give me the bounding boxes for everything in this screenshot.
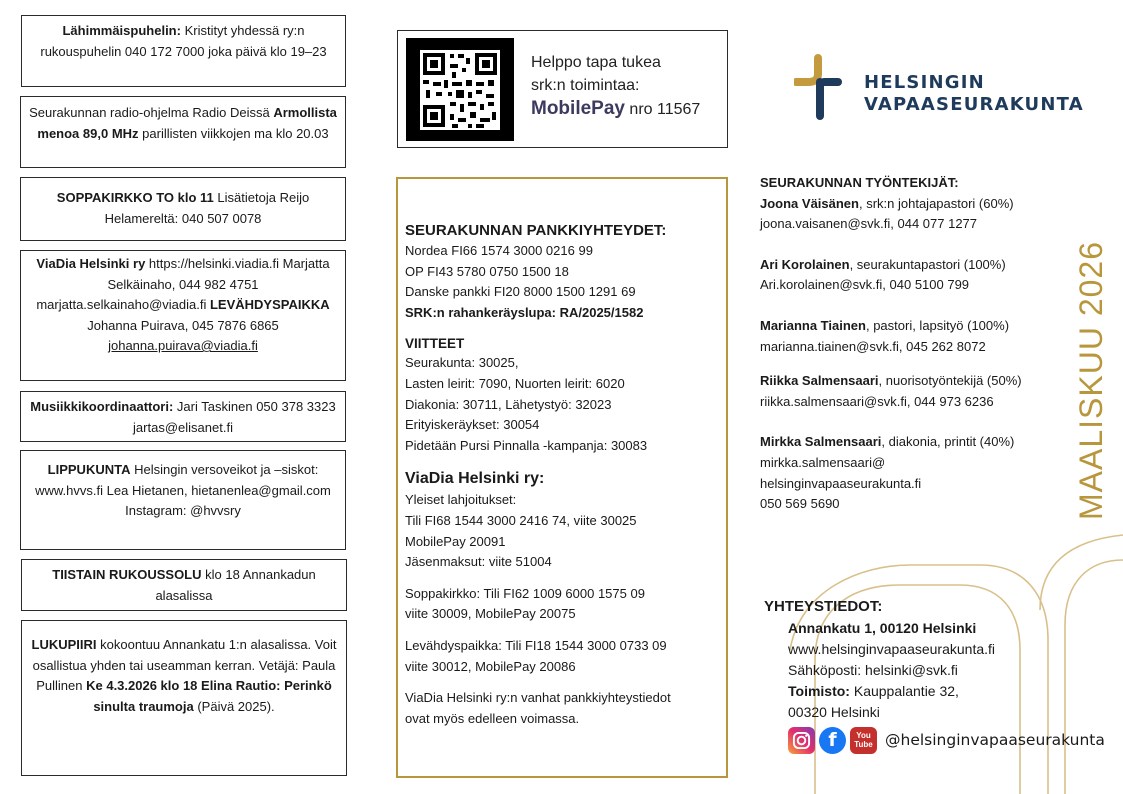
scouts-instagram: Instagram: @hvvsry xyxy=(125,503,241,518)
logo-line1: HELSINGIN xyxy=(864,72,985,93)
staff-role: , seurakuntapastori (100%) xyxy=(849,256,1006,272)
viadia-contact-person: Marjatta Selkäinaho, 044 982 4751 xyxy=(107,256,330,292)
staff-heading: SEURAKUNNAN TYÖNTEKIJÄT: xyxy=(760,175,959,190)
mobilepay-number: nro 11567 xyxy=(624,101,701,118)
tuesday-prayer-info: klo 18 Annankadun alasalissa xyxy=(155,567,316,603)
youtube-icon-text: You xyxy=(856,731,871,740)
instagram-icon[interactable] xyxy=(788,727,815,754)
prayer-phone-hours: joka päivä klo 19–23 xyxy=(208,43,327,59)
contact-email: Sähköposti: helsinki@svk.fi xyxy=(788,662,958,678)
contact-office: Kauppalantie 32, xyxy=(849,683,959,699)
prayer-phone-title: Lähimmäispuhelin: xyxy=(62,23,181,38)
contact-postal: 00320 Helsinki xyxy=(788,704,880,720)
viadia-email[interactable]: marjatta.selkainaho@viadia.fi xyxy=(36,297,207,312)
contact-section xyxy=(764,596,995,723)
reading-circle-location: kokoontuu Annankatu 1:n alasalissa. xyxy=(100,637,312,652)
staff-role: , srk:n johtajapastori (60%) xyxy=(858,195,1014,211)
mobilepay-box xyxy=(397,30,728,148)
month-title: MAALISKUU 2026 xyxy=(1073,240,1109,520)
staff-contact: joona.vaisanen@svk.fi, 044 077 1277 xyxy=(760,216,978,232)
bank-danske: Danske pankki FI20 8000 1500 1291 69 xyxy=(405,284,636,300)
refs-heading: VIITTEET xyxy=(405,336,465,352)
soup-bank-line: viite 30009, MobilePay 20075 xyxy=(405,606,576,622)
rest-place-title: LEVÄHDYSPAIKKA xyxy=(209,297,330,312)
rest-bank-line: Levähdyspaikka: Tili FI18 1544 3000 0733 09 xyxy=(405,637,667,653)
mobilepay-line1: Helppo tapa tukea xyxy=(531,54,661,71)
bank-info-box xyxy=(396,177,728,778)
scouts-box xyxy=(20,450,346,550)
reading-circle-join: Voit osallistua yhden tai useamman kerran. xyxy=(32,637,337,673)
ref-line: Diakonia: 30711, Lähetystyö: 32023 xyxy=(405,396,612,412)
viadia-bank-line: MobilePay 20091 xyxy=(405,533,506,549)
logo-line2: VAPAASEURAKUNTA xyxy=(864,94,1084,115)
staff-contact: 050 569 5690 xyxy=(760,496,840,512)
soup-bank-line: Soppakirkko: Tili FI62 1009 6000 1575 09 xyxy=(405,585,645,601)
church-logo-text xyxy=(864,72,1084,116)
contact-website[interactable]: www.helsinginvapaaseurakunta.fi xyxy=(788,641,996,657)
radio-box xyxy=(20,96,346,168)
radio-intro: Seurakunnan radio-ohjelma Radio Deissä xyxy=(29,105,270,120)
staff-contact: riikka.salmensaari@svk.fi, 044 973 6236 xyxy=(760,393,994,409)
youtube-icon-text: Tube xyxy=(854,740,873,749)
soup-church-box xyxy=(20,177,346,241)
scouts-title: LIPPUKUNTA xyxy=(47,462,131,477)
ref-line: Erityiskeräykset: 30054 xyxy=(405,417,540,433)
tuesday-prayer-box xyxy=(21,559,347,611)
old-bank-note: ViaDia Helsinki ry:n vanhat pankkiyhteystiedot xyxy=(405,690,671,706)
ref-line: Pidetään Pursi Pinnalla -kampanja: 30083 xyxy=(405,437,648,453)
soup-church-title: SOPPAKIRKKO TO klo 11 xyxy=(56,190,214,205)
music-name: Jari Taskinen xyxy=(173,399,253,414)
staff-name: Marianna Tiainen xyxy=(760,317,866,333)
staff-contact: marianna.tiainen@svk.fi, 045 262 8072 xyxy=(760,338,986,354)
prayer-phone-org: Kristityt yhdessä ry:n xyxy=(180,23,305,38)
soup-church-info: Lisätietoja Reijo Helamereltä: 040 507 0078 xyxy=(104,190,310,226)
reading-circle-book: Perinkö sinulta traumoja xyxy=(93,678,332,714)
radio-frequency: Armollista menoa 89,0 MHz xyxy=(37,105,337,141)
ref-line: Lasten leirit: 7090, Nuorten leirit: 6020 xyxy=(405,375,625,391)
staff-name: Mirkka Salmensaari xyxy=(760,434,882,450)
staff-name: Riikka Salmensaari xyxy=(760,373,879,389)
viadia-bank-line: Jäsenmaksut: viite 51004 xyxy=(405,554,552,570)
contact-heading: YHTEYSTIEDOT: xyxy=(764,598,883,615)
prayer-phone-number: rukouspuhelin 040 172 7000 xyxy=(40,43,205,59)
staff-role: , nuorisotyöntekijä (50%) xyxy=(878,373,1022,389)
reading-circle-date: Ke 4.3.2026 klo 18 Elina Rautio: xyxy=(86,678,281,693)
viadia-bank-line: Yleiset lahjoitukset: xyxy=(405,492,517,508)
social-handle[interactable]: @helsinginvapaaseurakunta xyxy=(885,731,1105,749)
reading-circle-book-info: (Päivä 2025). xyxy=(193,698,275,714)
viadia-title: ViaDia Helsinki ry xyxy=(36,256,146,271)
qr-code[interactable] xyxy=(406,38,514,141)
tuesday-prayer-title: TIISTAIN RUKOUSSOLU xyxy=(52,567,202,582)
viadia-bank-line: Tili FI68 1544 3000 2416 74, viite 30025 xyxy=(405,512,637,528)
contact-office-label: Toimisto: xyxy=(788,683,850,699)
staff-contact: mirkka.salmensaari@ xyxy=(760,454,886,470)
scouts-org: Helsingin versoveikot ja –siskot: www.hvvs.fi xyxy=(35,462,319,498)
prayer-phone-box xyxy=(21,15,346,87)
reading-circle-leader: Vetäjä: Paula Pullinen xyxy=(36,657,336,693)
music-contact: 050 378 3323 jartas@elisanet.fi xyxy=(133,399,336,435)
staff-name: Joona Väisänen xyxy=(760,195,859,211)
staff-contact: Ari.korolainen@svk.fi, 040 5100 799 xyxy=(760,277,970,293)
staff-role: , pastori, lapsityö (100%) xyxy=(865,317,1010,333)
staff-contact: helsinginvapaaseurakunta.fi xyxy=(760,475,922,491)
staff-section xyxy=(760,173,1070,515)
reading-circle-title: LUKUPIIRI xyxy=(31,637,97,652)
staff-name: Ari Korolainen xyxy=(760,256,850,272)
social-links xyxy=(788,726,1105,754)
ref-line: Seurakunta: 30025, xyxy=(405,355,519,371)
old-bank-note: ovat myös edelleen voimassa. xyxy=(405,710,580,726)
contact-address: Annankatu 1, 00120 Helsinki xyxy=(788,620,977,636)
viadia-bank-heading: ViaDia Helsinki ry: xyxy=(405,470,545,488)
rest-bank-line: viite 30012, MobilePay 20086 xyxy=(405,658,576,674)
viadia-url[interactable]: https://helsinki.viadia.fi xyxy=(145,256,279,271)
youtube-icon[interactable] xyxy=(850,727,877,754)
bank-nordea: Nordea FI66 1574 3000 0216 99 xyxy=(405,243,593,258)
bank-heading: SEURAKUNNAN PANKKIYHTEYDET: xyxy=(405,222,667,239)
staff-role: , diakonia, printit (40%) xyxy=(881,434,1015,450)
mobilepay-brand: MobilePay xyxy=(531,98,625,119)
reading-circle-box xyxy=(21,620,347,776)
radio-schedule: parillisten viikkojen ma klo 20.03 xyxy=(142,125,329,141)
music-title: Musiikkikoordinaattori: xyxy=(30,399,174,414)
mobilepay-line2: srk:n toimintaa: xyxy=(531,77,640,94)
viadia-box xyxy=(20,250,346,381)
facebook-icon[interactable]: f xyxy=(819,727,846,754)
rest-place-email-link[interactable]: johanna.puirava@viadia.fi xyxy=(108,338,258,353)
rest-place-person: Johanna Puirava, 045 7876 6865 xyxy=(87,317,279,333)
bank-permit: SRK:n rahankeräyslupa: RA/2025/1582 xyxy=(405,304,644,320)
music-box xyxy=(20,391,346,442)
scouts-contact: Lea Hietanen, hietanenlea@gmail.com xyxy=(106,482,331,498)
bank-op: OP FI43 5780 0750 1500 18 xyxy=(405,263,569,279)
